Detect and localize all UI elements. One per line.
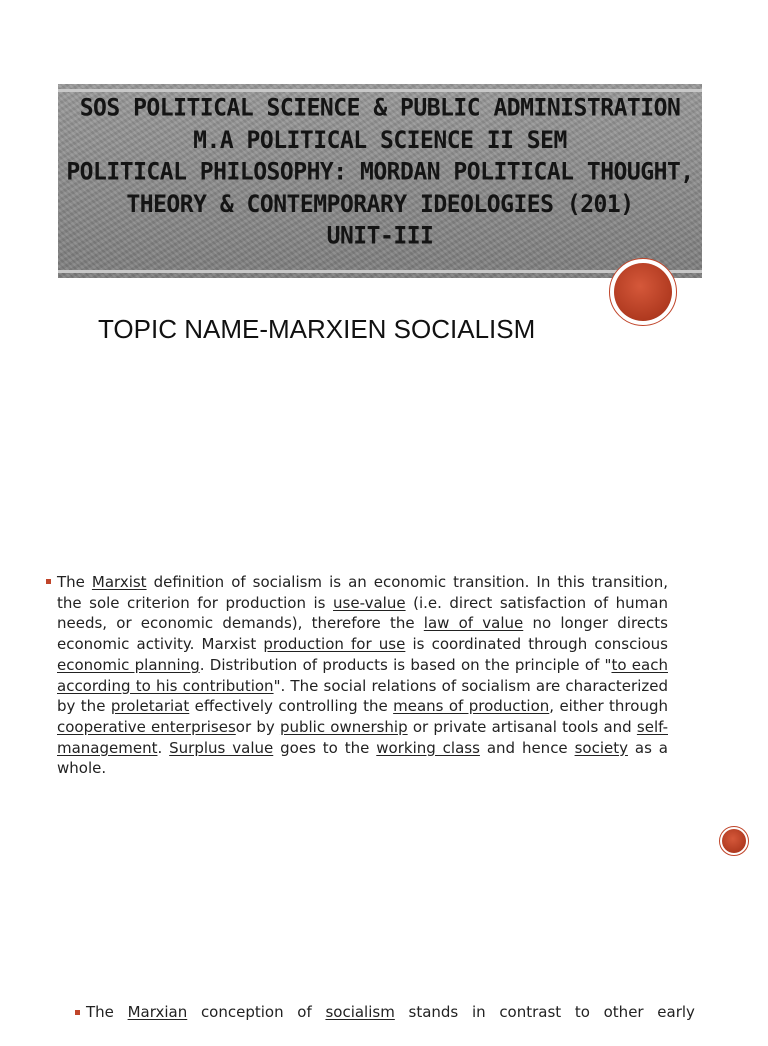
inline-link[interactable]: means of production (393, 697, 550, 716)
inline-link[interactable]: law of value (423, 614, 524, 633)
paragraph-text: goes to the (273, 738, 377, 757)
line-word: stands (408, 1003, 459, 1021)
paragraph-text: definition of socialism is an economic transition. In this transition, the sole criterion for production is (57, 573, 668, 612)
banner-line-1: SOS POLITICAL SCIENCE & PUBLIC ADMINISTRATION (79, 94, 681, 122)
inline-link[interactable]: to each according to his contribution (57, 655, 668, 695)
line-word: other (603, 1003, 644, 1021)
inline-link[interactable]: production for use (263, 635, 406, 654)
line-word: contrast (499, 1003, 562, 1021)
paragraph-text: (i.e. direct satisfaction of human needs, or economic demands), therefore the (57, 593, 668, 633)
bullet-icon (46, 579, 51, 584)
inline-link[interactable]: economic planning (57, 655, 200, 674)
paragraph-text: The (57, 573, 92, 591)
paragraph-text: . Distribution of products is based on the principle of " (199, 655, 612, 674)
line-word: of (297, 1003, 312, 1021)
topic-heading: TOPIC NAME-MARXIEN SOCIALISM (98, 314, 536, 344)
definition-paragraph (57, 572, 668, 779)
bullet-icon (75, 1010, 80, 1015)
inline-link[interactable]: self-management (57, 717, 668, 757)
conception-line (86, 1002, 695, 1022)
banner-title (58, 92, 702, 252)
paragraph-text: is coordinated through conscious (405, 635, 668, 654)
slide-conception (0, 986, 768, 1046)
line-word: early (657, 1003, 695, 1021)
inline-link[interactable]: society (574, 738, 628, 757)
paragraph-text: effectively controlling the (189, 697, 394, 716)
decorative-circle-icon (719, 826, 749, 856)
paragraph-text: ". The social relations of socialism are characterized by the (57, 676, 668, 716)
paragraph-text: . (157, 738, 170, 757)
banner-line-3: POLITICAL PHILOSOPHY: MORDAN POLITICAL THOUGHT, (66, 158, 694, 186)
inline-link[interactable]: Marxist (91, 573, 147, 591)
paragraph-text: no longer directs economic activity. Marxist (57, 614, 668, 654)
inline-link[interactable]: use-value (333, 593, 406, 612)
paragraph-text: or private artisanal tools and (407, 717, 637, 736)
paragraph-text: or by (235, 717, 280, 736)
inline-link[interactable]: Marxian (127, 1003, 188, 1021)
banner-line-2: M.A POLITICAL SCIENCE II SEM (193, 126, 567, 154)
banner-line-5: UNIT-III (326, 222, 434, 250)
paragraph-text: as a whole. (57, 738, 668, 778)
banner-bottom-rule (58, 270, 702, 273)
slide-definition (0, 548, 768, 978)
banner-line-4: THEORY & CONTEMPORARY IDEOLOGIES (201) (126, 190, 634, 218)
inline-link[interactable]: socialism (325, 1003, 395, 1021)
inline-link[interactable]: working class (376, 738, 480, 757)
paragraph-text: and hence (479, 738, 575, 757)
line-word: conception (200, 1003, 284, 1021)
inline-link[interactable]: proletariat (110, 697, 190, 716)
paragraph-text: , either through (549, 697, 668, 716)
line-word: The (86, 1003, 114, 1021)
line-word: to (574, 1003, 590, 1021)
line-word: in (471, 1003, 486, 1021)
inline-link[interactable]: public ownership (279, 717, 408, 736)
title-banner (58, 84, 702, 278)
inline-link[interactable]: Surplus value (169, 738, 274, 757)
inline-link[interactable]: cooperative enterprises (57, 717, 236, 736)
decorative-circle-icon (609, 258, 677, 326)
